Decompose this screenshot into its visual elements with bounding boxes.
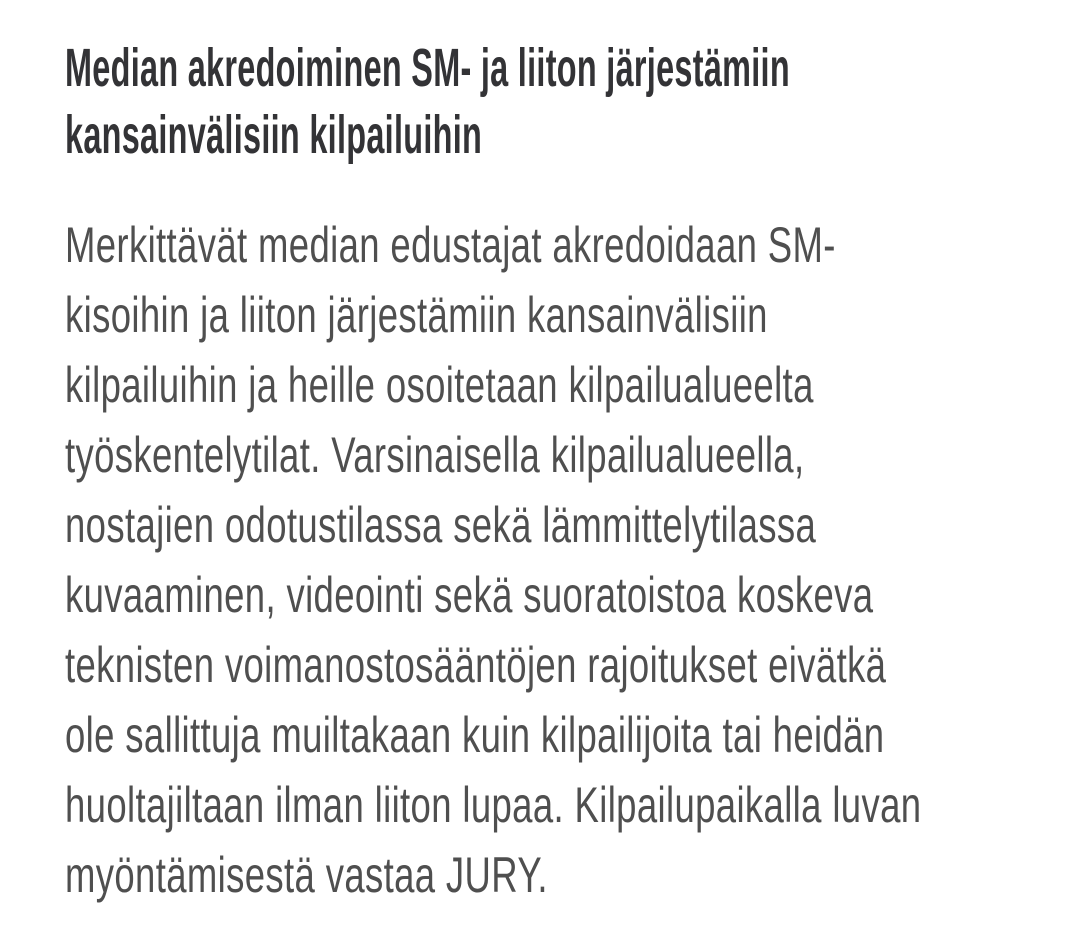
heading-line: kansainvälisiin kilpailuihin <box>65 105 483 165</box>
paragraph-line: Merkittävät median edustajat akredoidaan SM- <box>65 217 836 273</box>
paragraph-line: teknisten voimanostosääntöjen rajoitukset eivätkä <box>65 637 887 693</box>
paragraph-line: ole sallittuja muiltakaan kuin kilpailijoita tai heidän <box>65 707 885 763</box>
paragraph-line: nostajien odotustilassa sekä lämmittelytilassa <box>65 497 817 553</box>
paragraph-line: kisoihin ja liiton järjestämiin kansainvälisiin <box>65 287 768 343</box>
paragraph-line: kilpailuihin ja heille osoitetaan kilpailualueelta <box>65 357 814 413</box>
paragraph-line: myöntämisestä vastaa JURY. <box>65 847 548 903</box>
article-paragraph <box>65 210 1080 910</box>
paragraph-line: työskentelytilat. Varsinaisella kilpailualueella, <box>65 427 805 483</box>
paragraph-line: kuvaaminen, videointi sekä suoratoistoa koskeva <box>65 567 874 623</box>
heading-line: Median akredoiminen SM- ja liiton järjestämiin <box>65 38 790 98</box>
article-heading <box>65 35 1080 169</box>
paragraph-line: huoltajiltaan ilman liiton lupaa. Kilpailupaikalla luvan <box>65 777 922 833</box>
article-content <box>65 35 1080 910</box>
